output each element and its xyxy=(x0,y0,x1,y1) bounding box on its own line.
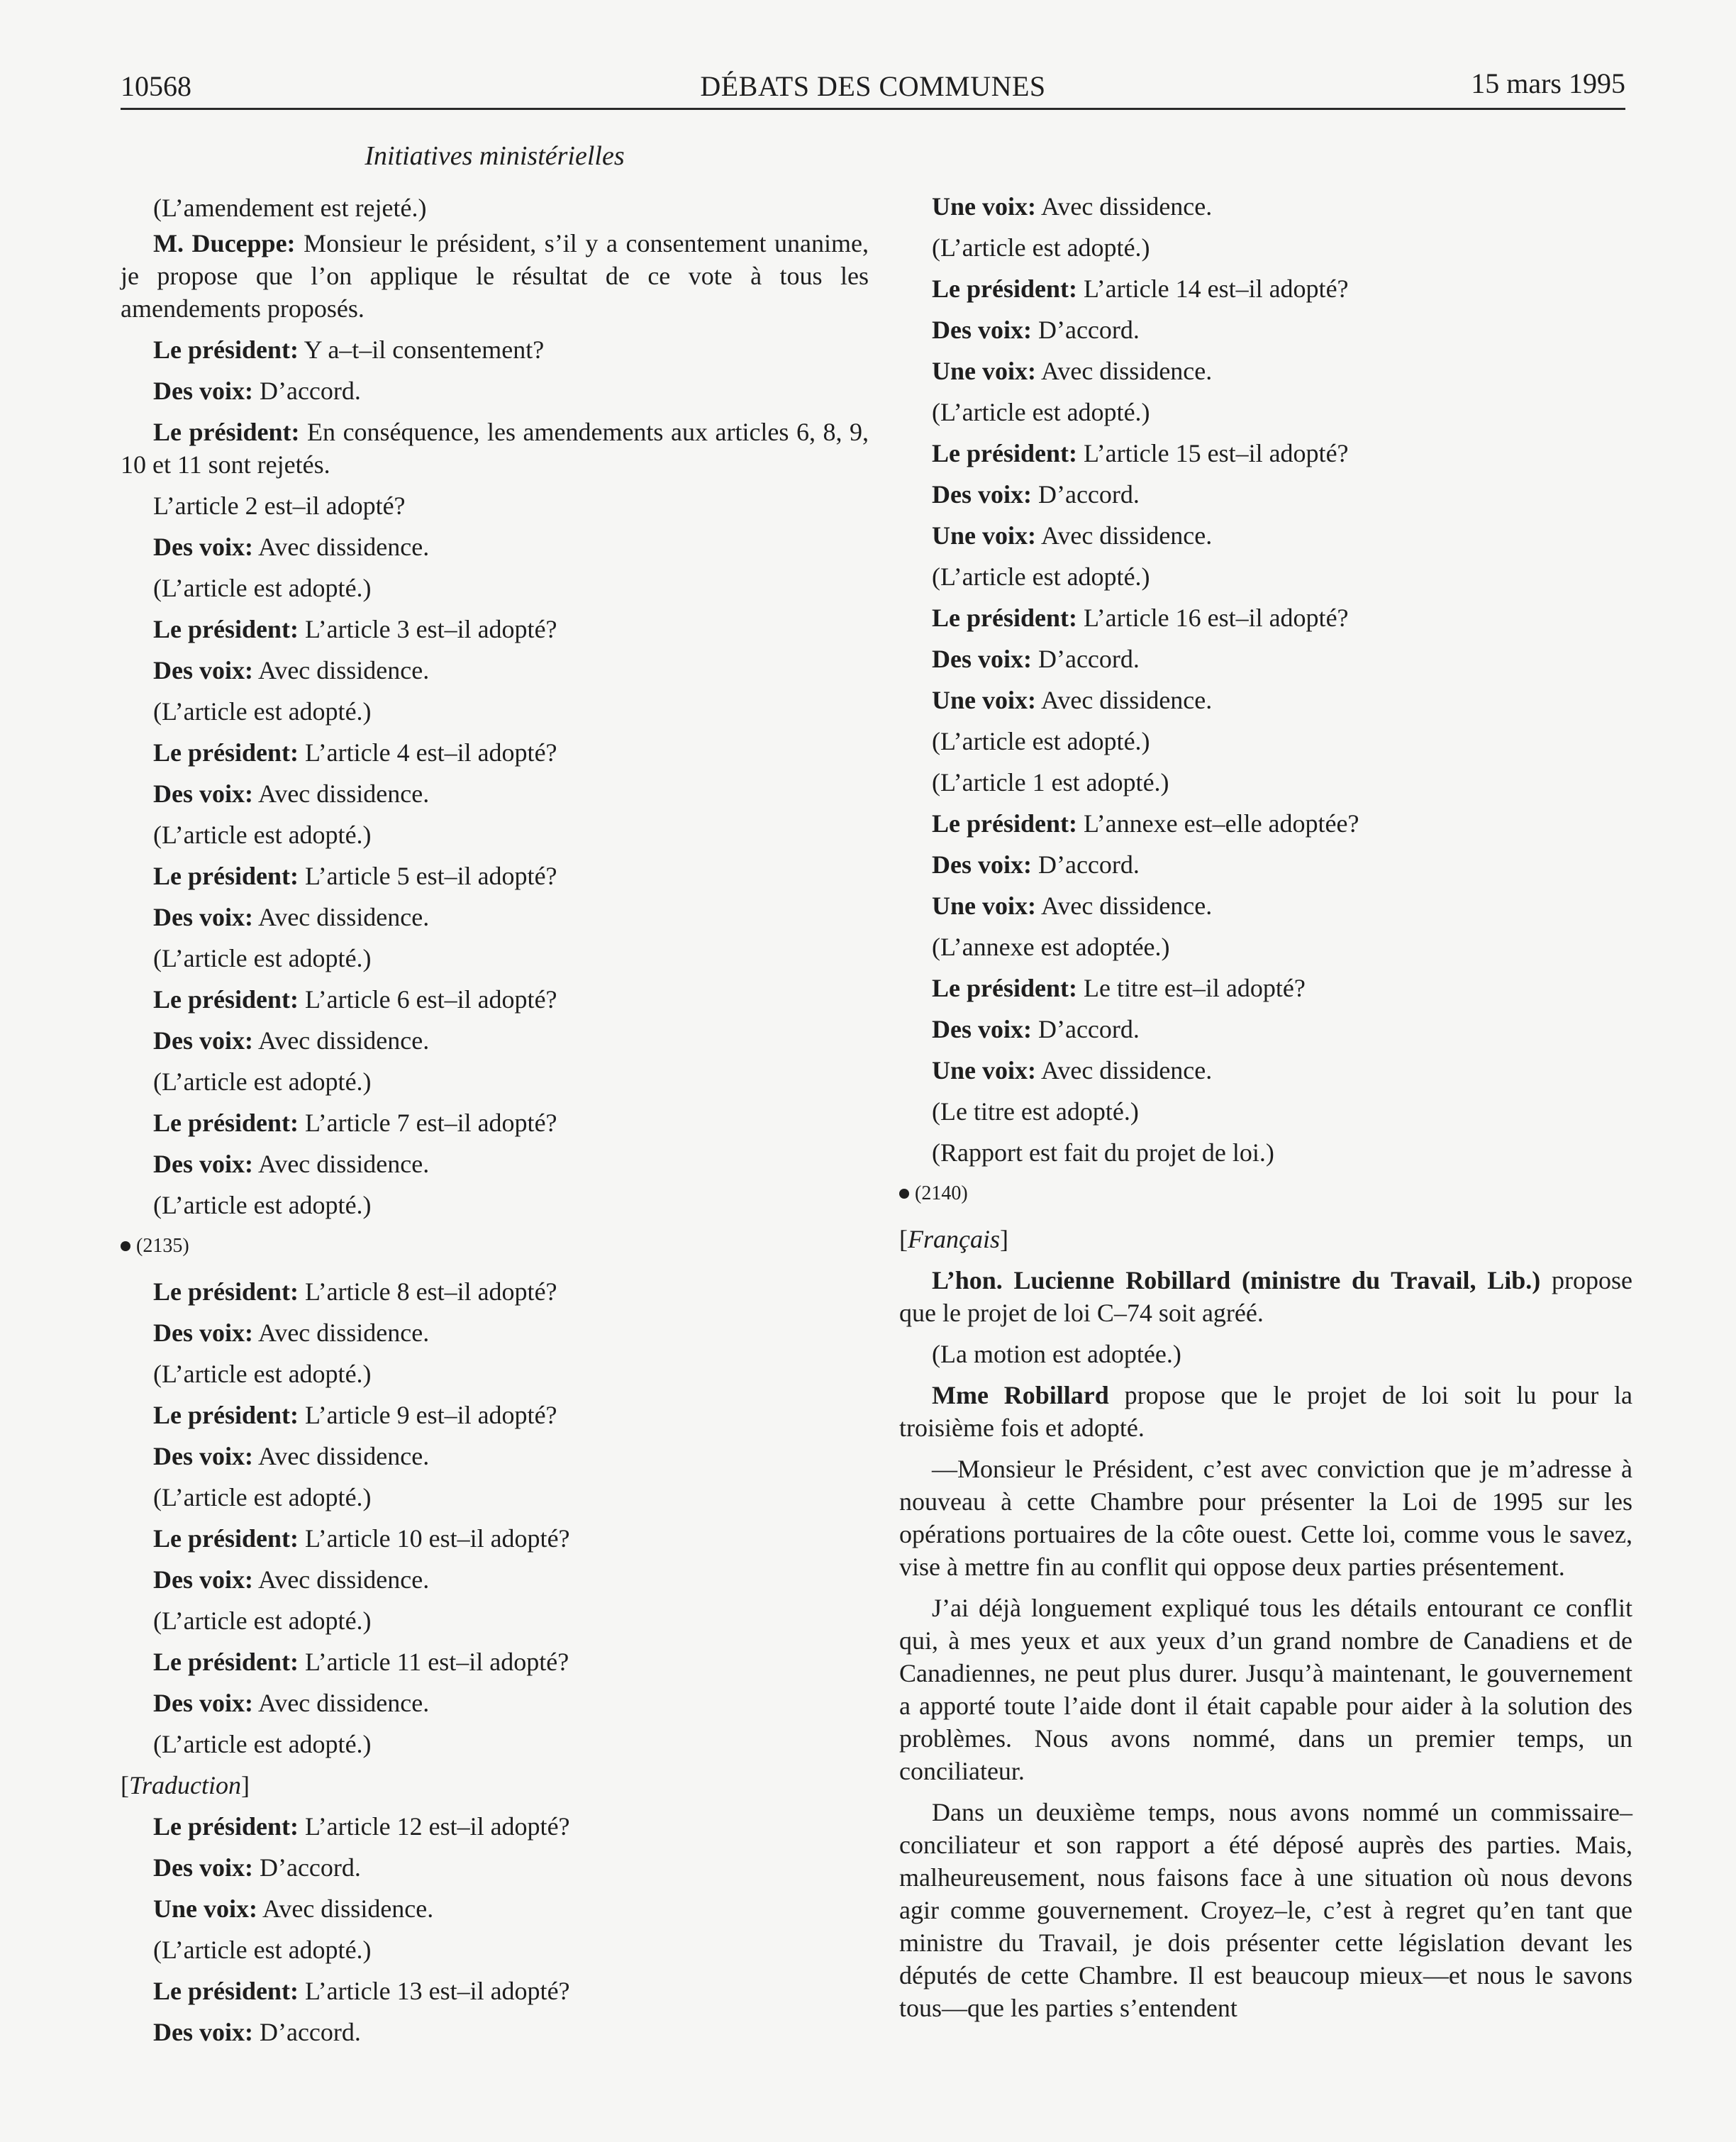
speech-text: Avec dissidence. xyxy=(258,1150,430,1178)
speech-text: Avec dissidence. xyxy=(258,1442,430,1470)
paragraph: Dans un deuxième temps, nous avons nommé un commissaire–conciliateur et son rapport a été déposé auprès des parties. Mais, malheureusement, nous faisons face à une situation où nous devons agir comme gouvernement. Croyez–le, c’est à regret qu’en tant que ministre du Travail, je dois présenter cette législation devant les députés de cette Chambre. Il est beaucoup mieux—et nous le savons tous—que les parties s’entendent xyxy=(899,1798,1632,2022)
speaker-name: Le président: xyxy=(153,1977,299,2005)
paragraph xyxy=(899,478,1632,511)
paragraph xyxy=(899,313,1632,346)
page-number: 10568 xyxy=(121,70,191,102)
speech-text: L’article 11 est–il adopté? xyxy=(304,1648,569,1676)
language-name: Traduction xyxy=(129,1771,242,1799)
paragraph: (Le titre est adopté.) xyxy=(932,1097,1139,1126)
section-title: Initiatives ministérielles xyxy=(365,141,625,171)
speech-text: En conséquence, les amendements aux articles 6, 8, 9, 10 et 11 sont rejetés. xyxy=(121,418,869,479)
paragraph xyxy=(121,1440,869,1472)
speaker-name: Le président: xyxy=(932,439,1077,467)
paragraph xyxy=(121,1316,869,1349)
language-name: Français xyxy=(908,1225,1000,1253)
speaker-name: Une voix: xyxy=(932,892,1036,920)
speaker-name: Des voix: xyxy=(153,656,253,684)
language-note: [Traduction] xyxy=(121,1771,250,1799)
speech-text: D’accord. xyxy=(1037,645,1140,673)
speaker-name: Le président: xyxy=(153,335,299,364)
speaker-name: Une voix: xyxy=(932,357,1036,385)
paragraph: (L’article est adopté.) xyxy=(932,727,1150,755)
paragraph xyxy=(899,190,1632,223)
speaker-name: Des voix: xyxy=(153,779,253,808)
paragraph xyxy=(121,1563,869,1596)
bullet-icon xyxy=(121,1241,130,1251)
paragraph: (L’amendement est rejeté.) xyxy=(153,194,427,222)
speaker-name: Le président: xyxy=(932,604,1077,632)
paragraph xyxy=(899,519,1632,552)
paragraph xyxy=(899,355,1632,387)
paragraph xyxy=(121,416,869,481)
paragraph xyxy=(121,2016,869,2048)
paragraph: (L’article est adopté.) xyxy=(153,574,372,602)
speech-text: D’accord. xyxy=(259,2018,361,2046)
speaker-name: Des voix: xyxy=(932,316,1032,344)
speech-text: L’article 10 est–il adopté? xyxy=(304,1524,570,1553)
speech-text: Avec dissidence. xyxy=(258,1319,430,1347)
speaker-name: Des voix: xyxy=(932,1015,1032,1043)
speaker-name: Le président: xyxy=(153,1812,299,1841)
speaker-name: Le président: xyxy=(153,1648,299,1676)
right-column xyxy=(899,190,1632,2033)
speaker-name: Le président: xyxy=(153,1524,299,1553)
paragraph: (L’article est adopté.) xyxy=(932,562,1150,591)
speaker-name: Des voix: xyxy=(153,533,253,561)
speaker-name: Le président: xyxy=(153,738,299,767)
paragraph: (L’article est adopté.) xyxy=(153,821,372,849)
speech-text: Avec dissidence. xyxy=(258,1565,430,1594)
speech-text: Avec dissidence. xyxy=(258,656,430,684)
speech-text: L’article 8 est–il adopté? xyxy=(304,1277,557,1306)
publication-date: 15 mars 1995 xyxy=(1471,67,1625,99)
speech-text: D’accord. xyxy=(259,377,361,405)
paragraph: (L’article est adopté.) xyxy=(153,1067,372,1096)
speech-text: D’accord. xyxy=(1037,480,1140,509)
paragraph xyxy=(899,1379,1632,1444)
speaker-name: Des voix: xyxy=(153,377,253,405)
speaker-name: Le président: xyxy=(153,615,299,643)
paragraph: —Monsieur le Président, c’est avec conviction que je m’adresse à nouveau à cette Chambre pour présenter la Loi de 1995 sur les opérations portuaires de la côte ouest. Cette loi, comme vous le savez, vise à mettre fin au conflit qui oppose deux parties présentement. xyxy=(899,1455,1632,1581)
speech-text: L’article 7 est–il adopté? xyxy=(304,1109,557,1137)
speech-text: L’article 9 est–il adopté? xyxy=(304,1401,557,1429)
paragraph xyxy=(121,777,869,810)
paragraph xyxy=(121,531,869,563)
paragraph xyxy=(121,983,869,1016)
speaker-name: Des voix: xyxy=(153,1026,253,1055)
speech-text: Monsieur le président, s’il y a consentement unanime, je propose que l’on applique le résultat de ce vote à tous les amendements proposés. xyxy=(121,229,869,323)
speaker-name: Des voix: xyxy=(153,1689,253,1717)
speech-text: L’article 6 est–il adopté? xyxy=(304,985,557,1014)
speaker-name: Des voix: xyxy=(932,645,1032,673)
page-header xyxy=(121,65,1625,110)
paragraph xyxy=(121,1275,869,1308)
paragraph xyxy=(899,272,1632,305)
paragraph: (L’article est adopté.) xyxy=(153,1191,372,1219)
paragraph: (L’annexe est adoptée.) xyxy=(932,933,1170,961)
publication-title: DÉBATS DES COMMUNES xyxy=(700,70,1046,102)
left-column xyxy=(121,192,869,2057)
speaker-name: Le président: xyxy=(153,418,300,446)
paragraph xyxy=(121,1024,869,1057)
paragraph xyxy=(121,1148,869,1180)
paragraph: (La motion est adoptée.) xyxy=(932,1340,1181,1368)
speech-text: L’article 13 est–il adopté? xyxy=(304,1977,570,2005)
speech-text: Avec dissidence. xyxy=(258,533,430,561)
paragraph xyxy=(899,1264,1632,1329)
speech-text: Avec dissidence. xyxy=(258,903,430,931)
speaker-name: Le président: xyxy=(932,274,1077,303)
speech-text: L’article 3 est–il adopté? xyxy=(304,615,557,643)
paragraph xyxy=(121,1399,869,1431)
paragraph xyxy=(121,227,869,325)
paragraph xyxy=(121,1892,869,1925)
speaker-name: Une voix: xyxy=(153,1894,257,1923)
speech-text: Avec dissidence. xyxy=(262,1894,434,1923)
speech-text: Avec dissidence. xyxy=(1041,521,1213,550)
paragraph xyxy=(121,860,869,892)
paragraph xyxy=(121,901,869,933)
time-marker xyxy=(899,1177,1632,1210)
speaker-name: Une voix: xyxy=(932,686,1036,714)
speaker-name: L’hon. Lucienne Robillard (ministre du Travail, Lib.) xyxy=(932,1266,1541,1294)
paragraph: (L’article 1 est adopté.) xyxy=(932,768,1169,797)
paragraph xyxy=(899,807,1632,840)
language-note: [Français] xyxy=(899,1225,1008,1253)
speaker-name: Une voix: xyxy=(932,1056,1036,1084)
speech-text: Avec dissidence. xyxy=(1041,892,1213,920)
paragraph: (L’article est adopté.) xyxy=(153,1483,372,1511)
speech-text: L’article 4 est–il adopté? xyxy=(304,738,557,767)
paragraph xyxy=(121,1810,869,1843)
paragraph xyxy=(899,684,1632,716)
paragraph: (L’article est adopté.) xyxy=(153,1936,372,1964)
paragraph: (L’article est adopté.) xyxy=(153,1360,372,1388)
paragraph xyxy=(899,889,1632,922)
paragraph xyxy=(121,333,869,366)
paragraph: J’ai déjà longuement expliqué tous les détails entourant ce conflit qui, à mes yeux et aux yeux d’un grand nombre de Canadiens et de Canadiennes, ne peut plus durer. Jusqu’à maintenant, le gouvernement a apporté toute l’aide dont il était capable pour aider à la solution des problèmes. Nous avons nommé, dans un premier temps, un conciliateur. xyxy=(899,1594,1632,1785)
paragraph: (L’article est adopté.) xyxy=(153,697,372,726)
speech-text: L’annexe est–elle adoptée? xyxy=(1083,809,1359,838)
paragraph: (L’article est adopté.) xyxy=(932,233,1150,262)
speech-text: L’article 14 est–il adopté? xyxy=(1083,274,1349,303)
speaker-name: Le président: xyxy=(153,1277,299,1306)
paragraph xyxy=(899,643,1632,675)
paragraph xyxy=(121,1975,869,2007)
speaker-name: Des voix: xyxy=(153,1319,253,1347)
paragraph xyxy=(121,1646,869,1678)
speaker-name: Le président: xyxy=(153,1401,299,1429)
speaker-name: Des voix: xyxy=(153,2018,253,2046)
speech-text: Avec dissidence. xyxy=(258,779,430,808)
speech-text: L’article 16 est–il adopté? xyxy=(1083,604,1349,632)
speaker-name: Le président: xyxy=(153,1109,299,1137)
speaker-name: Mme Robillard xyxy=(932,1381,1109,1409)
speech-text: L’article 5 est–il adopté? xyxy=(304,862,557,890)
paragraph xyxy=(899,848,1632,881)
paragraph: (L’article est adopté.) xyxy=(153,1730,372,1758)
paragraph xyxy=(121,1106,869,1139)
speaker-name: Des voix: xyxy=(153,1853,253,1882)
speech-text: Y a–t–il consentement? xyxy=(304,335,545,364)
speech-text: propose que le projet de loi soit lu pour la troisième fois et adopté. xyxy=(899,1381,1633,1442)
paragraph xyxy=(899,1013,1632,1045)
speaker-name: Des voix: xyxy=(153,1442,253,1470)
paragraph xyxy=(121,736,869,769)
speaker-name: Des voix: xyxy=(932,480,1032,509)
paragraph xyxy=(899,601,1632,634)
speaker-name: M. Duceppe: xyxy=(153,229,296,257)
paragraph xyxy=(121,654,869,687)
speech-text: Le titre est–il adopté? xyxy=(1083,974,1306,1002)
speaker-name: Des voix: xyxy=(932,850,1032,879)
bullet-icon xyxy=(899,1189,909,1199)
paragraph: (L’article est adopté.) xyxy=(153,944,372,972)
paragraph xyxy=(899,437,1632,470)
speaker-name: Des voix: xyxy=(153,903,253,931)
speaker-name: Une voix: xyxy=(932,521,1036,550)
speaker-name: Des voix: xyxy=(153,1150,253,1178)
speech-text: Avec dissidence. xyxy=(1041,357,1213,385)
speech-text: D’accord. xyxy=(259,1853,361,1882)
speech-text: L’article 12 est–il adopté? xyxy=(304,1812,570,1841)
speech-text: Avec dissidence. xyxy=(1041,686,1213,714)
speech-text: L’article 15 est–il adopté? xyxy=(1083,439,1349,467)
paragraph xyxy=(899,1054,1632,1087)
speech-text: Avec dissidence. xyxy=(258,1689,430,1717)
speaker-name: Le président: xyxy=(932,974,1077,1002)
paragraph xyxy=(121,1522,869,1555)
speech-text: Avec dissidence. xyxy=(1041,192,1213,221)
speech-text: D’accord. xyxy=(1037,850,1140,879)
speaker-name: Une voix: xyxy=(932,192,1036,221)
speech-text: propose que le projet de loi C–74 soit agréé. xyxy=(899,1266,1633,1327)
time-marker xyxy=(121,1230,869,1263)
paragraph: (Rapport est fait du projet de loi.) xyxy=(932,1138,1274,1167)
paragraph xyxy=(121,374,869,407)
paragraph: (L’article est adopté.) xyxy=(932,398,1150,426)
paragraph xyxy=(121,1687,869,1719)
speaker-name: Le président: xyxy=(932,809,1077,838)
timestamp: (2140) xyxy=(915,1182,968,1204)
speech-text: D’accord. xyxy=(1037,1015,1140,1043)
paragraph: L’article 2 est–il adopté? xyxy=(153,492,406,520)
paragraph: (L’article est adopté.) xyxy=(153,1606,372,1635)
speaker-name: Le président: xyxy=(153,862,299,890)
speaker-name: Le président: xyxy=(153,985,299,1014)
paragraph xyxy=(899,972,1632,1004)
speech-text: Avec dissidence. xyxy=(1041,1056,1213,1084)
speech-text: Avec dissidence. xyxy=(258,1026,430,1055)
speech-text: D’accord. xyxy=(1037,316,1140,344)
paragraph xyxy=(121,1851,869,1884)
speaker-name: Des voix: xyxy=(153,1565,253,1594)
paragraph xyxy=(121,613,869,645)
timestamp: (2135) xyxy=(136,1235,189,1257)
